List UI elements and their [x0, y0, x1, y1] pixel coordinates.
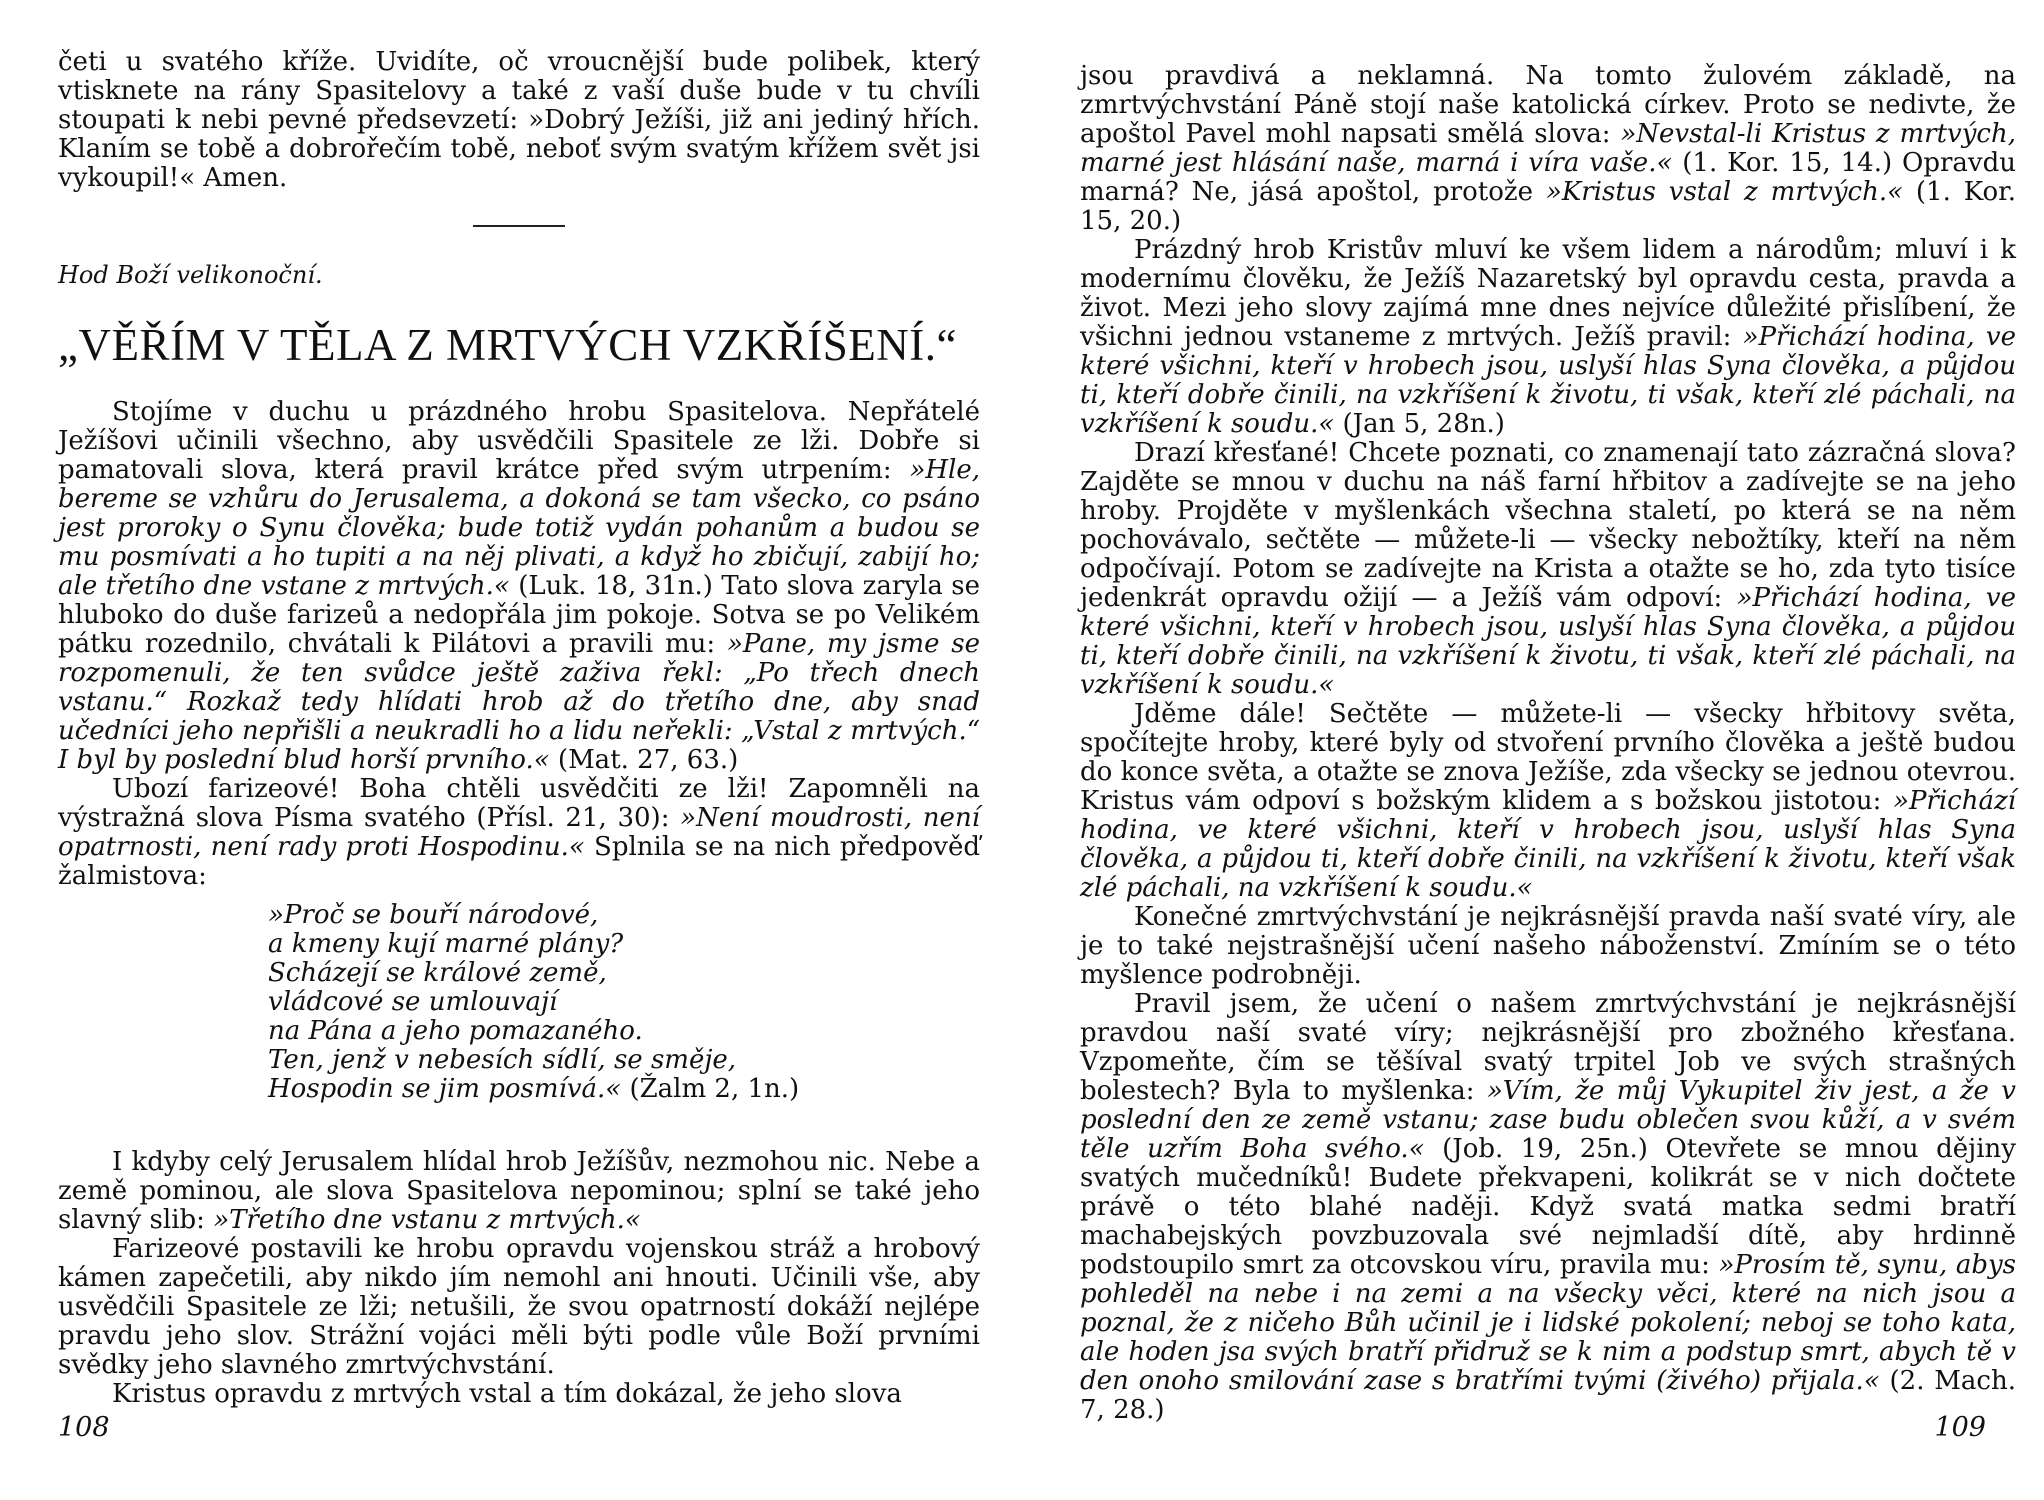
scripture-quote: »Nevstal-li Kristus z mrtvých, marné jest hlásání naše, marná i víra vaše.«	[1080, 119, 2016, 178]
paragraph-text: Konečné zmrtvýchvstání je nejkrásnější pravda naší svaté víry, ale je to také nejstrašnější učení našeho náboženství. Zmíním se o této myšlence podrobněji.	[1080, 902, 2016, 990]
page-number-right: 109	[1934, 1412, 1986, 1443]
paragraph-farizeove	[58, 775, 980, 891]
paragraph-text: Kristus opravdu z mrtvých vstal a tím dokázal, že jeho slova	[112, 1379, 902, 1409]
paragraph-text: (Luk. 18, 31n.) Tato slova zaryla se hluboko do duše farizeů a nedopřála jim pokoje. Sotva se po Velikém pátku rozednilo, chvátali k Pilátovi a pravili mu:	[58, 571, 980, 659]
scripture-quote: »Vím, že můj Vykupitel živ jest, a že v poslední den ze země vstanu; zase budu oblečen svou kůží, a v svém těle uzřím Boha svého.«	[1080, 1076, 2016, 1164]
opening-paragraph-text: četi u svatého kříže. Uvidíte, oč vroucnější bude polibek, který vtisknete na rány Spasitelovy a také z vaší duše bude v tu chvíli stoupati k nebi pevné předsevzetí: »Dobrý Ježíši, již ani jediný hřích. Klaním se tobě a dobrořečím tobě, neboť svým svatým křížem svět jsi vykoupil!« Amen.	[58, 47, 980, 193]
paragraph-text: Prázdný hrob Kristův mluví ke všem lidem a národům; mluví i k modernímu člověku, že Ježíš Nazaretský byl opravdu cesta, pravda a život. Mezi jeho slovy zajímá mne dnes nejvíce důležité přislíbení, že všichni jednou vstaneme z mrtvých. Ježíš pravil:	[1080, 235, 2016, 352]
psalm-line: na Pána a jeho pomazaného.	[268, 1016, 643, 1046]
psalm-line: a kmeny kují marné plány?	[268, 929, 624, 959]
scripture-quote: »Přichází hodina, ve které všichni, kteří v hrobech jsou, uslyší hlas Syna člověka, a půjdou ti, kteří dobře činili, na vzkříšení k životu, ti však, kteří zlé páchali, na vzkříšení k soudu.«	[1080, 322, 2016, 439]
scripture-quote: »Hle, bereme se vzhůru do Jerusalema, a dokoná se tam všecko, co psáno jest proroky o Synu člověka; bude totiž vydán pohanům a budou se mu posmívati a ho tupiti a na něj plivati, a když ho zbičují, zabijí ho; ale třetího dne vstane z mrtvých.«	[58, 455, 980, 601]
paragraph-text: Stojíme v duchu u prázdného hrobu Spasitelova. Nepřátelé Ježíšovi učinili všechno, aby usvědčili Spasitele ze lži. Dobře si pamatovali slova, která pravil krátce před svým utrpením:	[58, 397, 980, 485]
psalm-line: vládcové se umlouvají	[268, 987, 558, 1017]
paragraph-text: (Job. 19, 25n.) Otevřete se mnou dějiny svatých mučedníků! Budete překvapeni, kolikrát se v nich dočtete právě o této blahé naději. Když svatá matka sedmi bratří machabejských povzbuzovala své nejmladší dítě, aby hrdinně podstoupilo smrt za otcovskou víru, pravila mu:	[1080, 1134, 2016, 1280]
scripture-quote: »Pane, my jsme se rozpomenuli, že ten svůdce ještě zaživa řekl: „Po třech dnech vstanu.“ Rozkaž tedy hlídati hrob až do třetího dne, aby snad učedníci jeho nepřišli a neukradli ho a lidu neřekli: „Vstal z mrtvých.“ I byl by poslední blud horší prvního.«	[58, 629, 980, 775]
left-text-column	[58, 48, 980, 1409]
paragraph-text: Splnila se na nich předpověď žalmistova:	[58, 832, 980, 891]
paragraph-konecne	[1080, 903, 2016, 990]
paragraph-text: Drazí křesťané! Chcete poznati, co znamenají tato zázračná slova? Zajděte se mnou v duchu na náš farní hřbitov a zadívejte se na jeho hroby. Projděte v myšlenkách všechna staletí, po která se na něm pochovávalo, sečtěte — můžete-li — všecky nebožtíky, kteří na něm odpočívají. Potom se zadívejte na Krista a otažte se ho, zda tyto tisíce jedenkrát opravdu ožijí — a Ježíš vám odpoví:	[1080, 438, 2016, 613]
scripture-quote: »Třetího dne vstanu z mrtvých.«	[213, 1205, 641, 1235]
psalm-line: »Proč se bouří národové,	[268, 900, 599, 930]
paragraph-text: (1. Kor. 15, 20.)	[1080, 177, 2016, 236]
psalm-line-last	[268, 1075, 980, 1104]
paragraph-straz	[58, 1235, 980, 1380]
paragraph-text: Pravil jsem, že učení o našem zmrtvýchvstání je nejkrásnější pravdou naší svaté víry; nejkrásnější pro zbožného křesťana. Vzpomeňte, čím se těšíval svatý trpitel Job ve svých strašných bolestech? Byla to myšlenka:	[1080, 989, 2016, 1106]
section-label: Hod Boží velikonoční.	[58, 261, 323, 289]
psalm-line: Scházejí se králové země,	[268, 958, 607, 988]
scripture-quote: »Přichází hodina, ve které všichni, kteří v hrobech jsou, uslyší hlas Syna člověka, a půjdou ti, kteří dobře činili, na vzkříšení k životu, ti však, kteří zlé páchali, na vzkříšení k soudu.«	[1080, 583, 2016, 700]
scripture-quote: »Prosím tě, synu, abys pohleděl na nebe i na zemi a na všecky věci, které na nich jsou a poznal, že z ničeho Bůh učinil je i lidské pokolení; neboj se toho kata, ale hoden jsa svých bratří přidruž se k nim a podstup smrt, abych tě v den onoho smilování zase s bratřími tvými (živého) přijala.«	[1080, 1250, 2016, 1396]
paragraph-jdeme-dale	[1080, 700, 2016, 903]
section-separator	[473, 225, 565, 227]
psalm-reference: (Žalm 2, 1n.)	[621, 1074, 800, 1104]
psalm-line-text: Hospodin se jim posmívá.«	[268, 1074, 622, 1104]
sermon-title: „VĚŘÍM V TĚLA Z MRTVÝCH VZKŘÍŠENÍ.“	[58, 320, 957, 370]
paragraph-text: (Jan 5, 28n.)	[1334, 409, 1505, 439]
paragraph-prazdny-hrob	[1080, 236, 2016, 439]
paragraph-text: (2. Mach. 7, 28.)	[1080, 1366, 2016, 1425]
paragraph-hrob	[58, 398, 980, 775]
right-page	[1022, 0, 2044, 1500]
page-number-left: 108	[58, 1412, 110, 1443]
paragraph-pravil-jsem	[1080, 990, 2016, 1425]
paragraph-text: I kdyby celý Jerusalem hlídal hrob Ježíšův, nezmohou nic. Nebe a země pominou, ale slova Spasitelova nepominou; splní se také jeho slavný slib:	[58, 1147, 980, 1235]
scripture-quote: »Kristus vstal z mrtvých.«	[1545, 177, 1903, 207]
paragraph-text: jsou pravdivá a neklamná. Na tomto žulovém základě, na zmrtvýchvstání Páně stojí naše katolická církev. Proto se nedivte, že apoštol Pavel mohl napsati smělá slova:	[1080, 61, 2016, 149]
psalm-quote	[268, 901, 980, 1104]
paragraph-kristus-vstal	[58, 1380, 980, 1409]
paragraph-drazi-krestane	[1080, 439, 2016, 700]
paragraph-text: Ubozí farizeové! Boha chtěli usvědčiti ze lži! Zapomněli na výstražná slova Písma svatého (Přísl. 21, 30):	[58, 774, 980, 833]
scripture-quote: »Přichází hodina, ve které všichni, kteří v hrobech jsou, uslyší hlas Syna člověka, a půjdou ti, kteří dobře činili, na vzkříšení k životu, kteří však zlé páchali, na vzkříšení k soudu.«	[1080, 786, 2016, 903]
verse-spacing	[58, 1114, 980, 1148]
paragraph-continued	[1080, 62, 2016, 236]
paragraph-text: (Mat. 27, 63.)	[549, 745, 739, 775]
paragraph-text: Jděme dále! Sečtěte — můžete-li — všecky hřbitovy světa, spočítejte hroby, které byly od stvoření prvního člověka a ještě budou do konce světa, a otažte se znova Ježíše, zda všecky se jednou otevrou. Kristus vám odpoví s božským klidem a s božskou jistotou:	[1080, 699, 2016, 816]
paragraph-jerusalem	[58, 1148, 980, 1235]
scripture-quote: »Není moudrosti, není opatrnosti, není rady proti Hospodinu.«	[58, 803, 980, 862]
paragraph-text: (1. Kor. 15, 14.) Opravdu marná? Ne, jásá apoštol, protože	[1080, 148, 2016, 207]
right-text-column	[1080, 62, 2016, 1425]
opening-paragraph	[58, 48, 980, 193]
psalm-line: Ten, jenž v nebesích sídlí, se směje,	[268, 1045, 737, 1075]
paragraph-text: Farizeové postavili ke hrobu opravdu vojenskou stráž a hrobový kámen zapečetili, aby nikdo jím nemohl ani hnouti. Učinili vše, aby usvědčili Spasitele ze lži; netušili, že svou opatrností dokáží nejlépe pravdu jeho slov. Strážní vojáci měli býti podle vůle Boží prvními svědky jeho slavného zmrtvýchvstání.	[58, 1234, 980, 1380]
